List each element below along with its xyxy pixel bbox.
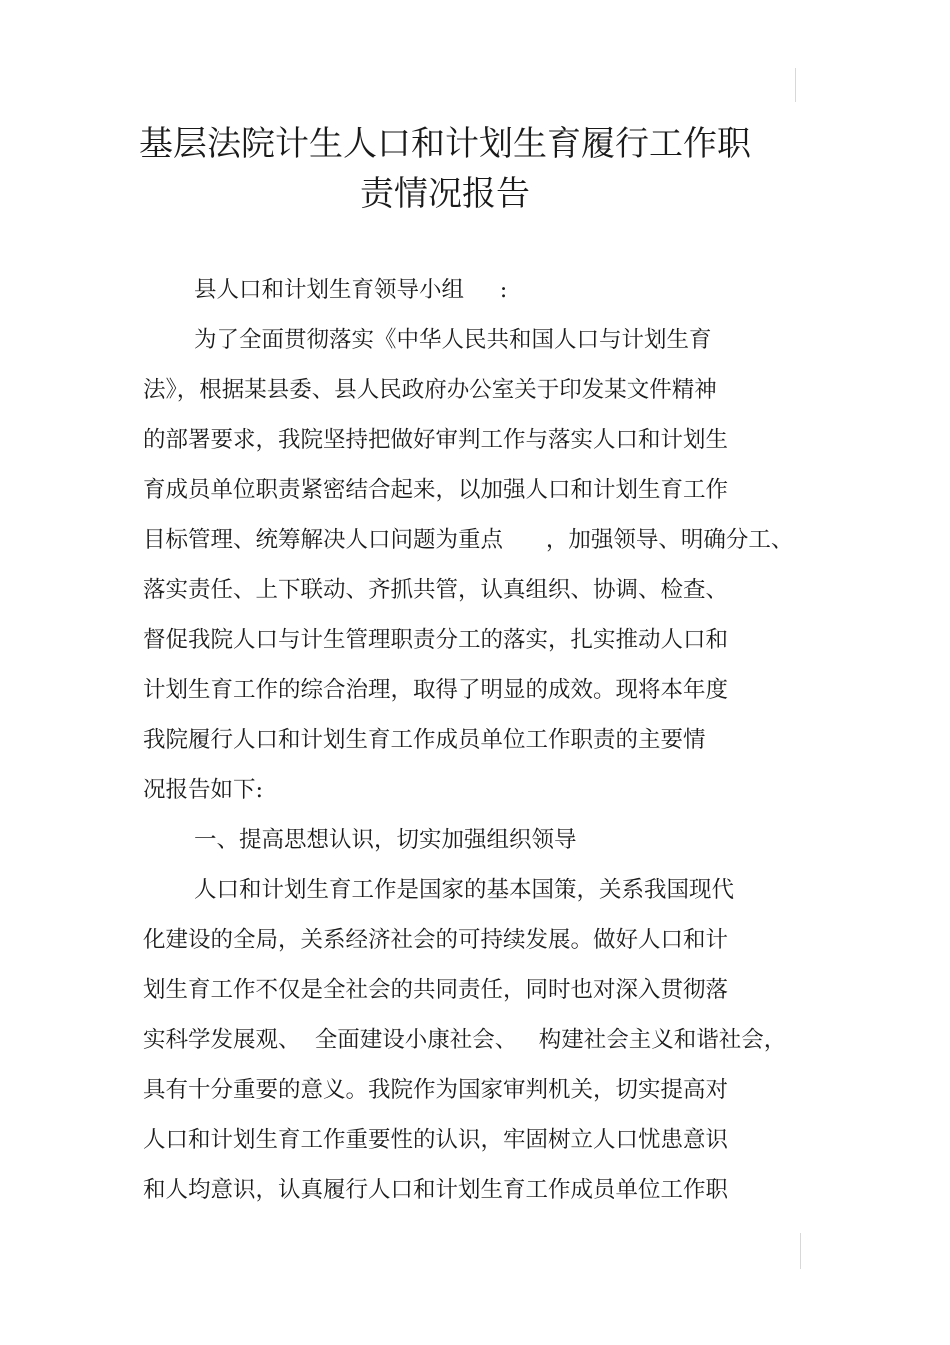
document-title-line-1: 基层法院计生人口和计划生育履行工作职	[139, 124, 751, 164]
body-line: 我院履行人口和计划生育工作成员单位工作职责的主要情	[143, 727, 706, 753]
page-edge-mark-bottom	[800, 1233, 801, 1269]
body-line: 目标管理、统筹解决人口问题为重点 ，加强领导、明确分工、	[143, 527, 794, 553]
body-line: 实科学发展观、 全面建设小康社会、 构建社会主义和谐社会，	[143, 1027, 787, 1053]
body-line: 育成员单位职责紧密结合起来，以加强人口和计划生育工作	[143, 477, 729, 503]
body-line: 的部署要求，我院坚持把做好审判工作与落实人口和计划生	[143, 427, 729, 453]
body-line: 督促我院人口与计生管理职责分工的落实，扎实推动人口和	[143, 627, 729, 653]
body-line: 化建设的全局，关系经济社会的可持续发展。做好人口和计	[143, 927, 729, 953]
body-line: 人口和计划生育工作是国家的基本国策，关系我国现代	[194, 877, 735, 903]
body-line: 为了全面贯彻落实《中华人民共和国人口与计划生育	[194, 327, 712, 353]
body-line: 况报告如下:	[143, 777, 264, 803]
body-line: 法》，根据某县委、县人民政府办公室关于印发某文件精神	[143, 377, 717, 403]
document-title-line-2: 责情况报告	[360, 174, 530, 214]
salutation: 县人口和计划生育领导小组 :	[194, 277, 508, 303]
body-line: 人口和计划生育工作重要性的认识，牢固树立人口忧患意识	[143, 1127, 729, 1153]
page-edge-mark-top	[795, 68, 796, 102]
body-line: 和人均意识，认真履行人口和计划生育工作成员单位工作职	[143, 1177, 729, 1203]
body-line: 具有十分重要的意义。我院作为国家审判机关，切实提高对	[143, 1077, 729, 1103]
body-line: 计划生育工作的综合治理，取得了明显的成效。现将本年度	[143, 677, 729, 703]
body-line: 落实责任、上下联动、齐抓共管，认真组织、协调、检查、	[143, 577, 729, 603]
section-heading: 一、提高思想认识，切实加强组织领导	[194, 827, 577, 853]
body-line: 划生育工作不仅是全社会的共同责任，同时也对深入贯彻落	[143, 977, 729, 1003]
